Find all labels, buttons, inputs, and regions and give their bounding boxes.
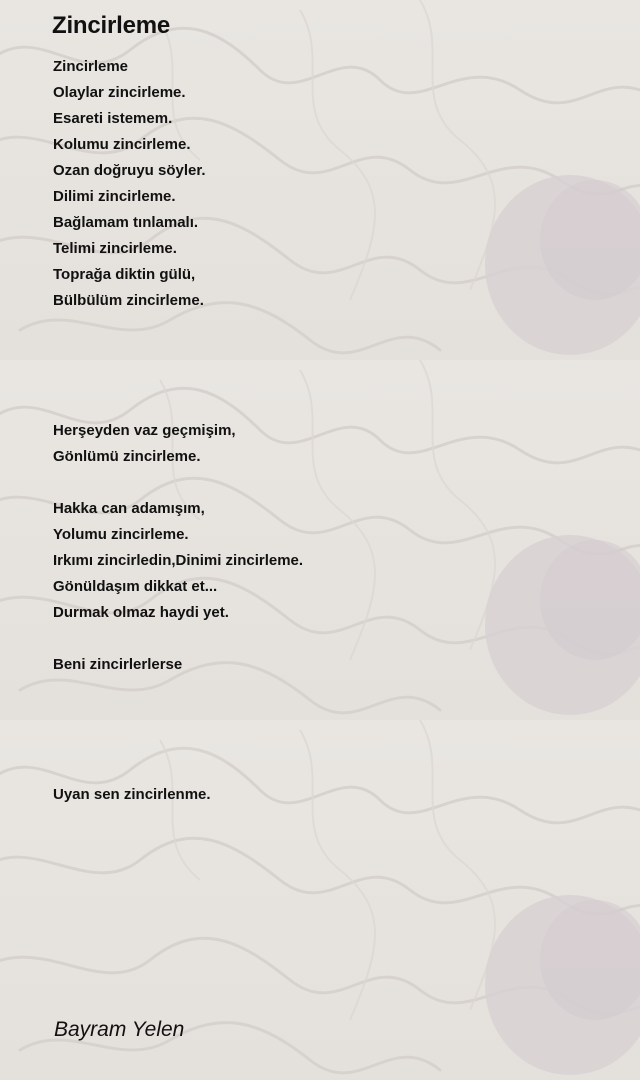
poem-line: Telimi zincirleme. (53, 240, 177, 257)
poem-line-blank (53, 756, 303, 782)
poem-line-blank (53, 314, 303, 340)
poem-line: Kolumu zincirleme. (53, 136, 191, 153)
poem-line: Zincirleme (53, 58, 129, 75)
poem-body (53, 54, 303, 808)
poem-line: Gönlümü zincirleme. (53, 448, 201, 465)
poem-line: Beni zincirlerlerse (53, 656, 183, 673)
poem-line: Toprağa diktin gülü, (53, 266, 196, 283)
poem-line: Bağlamam tınlamalı. (53, 214, 199, 231)
poem-line-blank (53, 340, 303, 366)
poem-line: Gönüldaşım dikkat et... (53, 578, 218, 595)
poem-line: Irkımı zincirledin,Dinimi zincirleme. (53, 552, 304, 569)
poem-line-blank (53, 626, 303, 652)
poem-line: Herşeyden vaz geçmişim, (53, 422, 236, 439)
poem-line-blank (53, 366, 303, 392)
poem-line: Ozan doğruyu söyler. (53, 162, 206, 179)
poem-line: Olaylar zincirleme. (53, 84, 186, 101)
poem-line: Durmak olmaz haydi yet. (53, 604, 229, 621)
poem-line-blank (53, 730, 303, 756)
poem-line: Bülbülüm zincirleme. (53, 292, 204, 309)
poem-line: Dilimi zincirleme. (53, 188, 176, 205)
poem-line-blank (53, 678, 303, 704)
poem-line-blank (53, 704, 303, 730)
author-name: Bayram Yelen (54, 1018, 185, 1041)
poem-line-blank (53, 470, 303, 496)
poem-title: Zincirleme (52, 12, 171, 39)
poem-line: Yolumu zincirleme. (53, 526, 189, 543)
poem-line: Hakka can adamışım, (53, 500, 205, 517)
poem-line: Uyan sen zincirlenme. (53, 786, 211, 803)
poem-line: Esareti istemem. (53, 110, 173, 127)
poem-line-blank (53, 392, 303, 418)
